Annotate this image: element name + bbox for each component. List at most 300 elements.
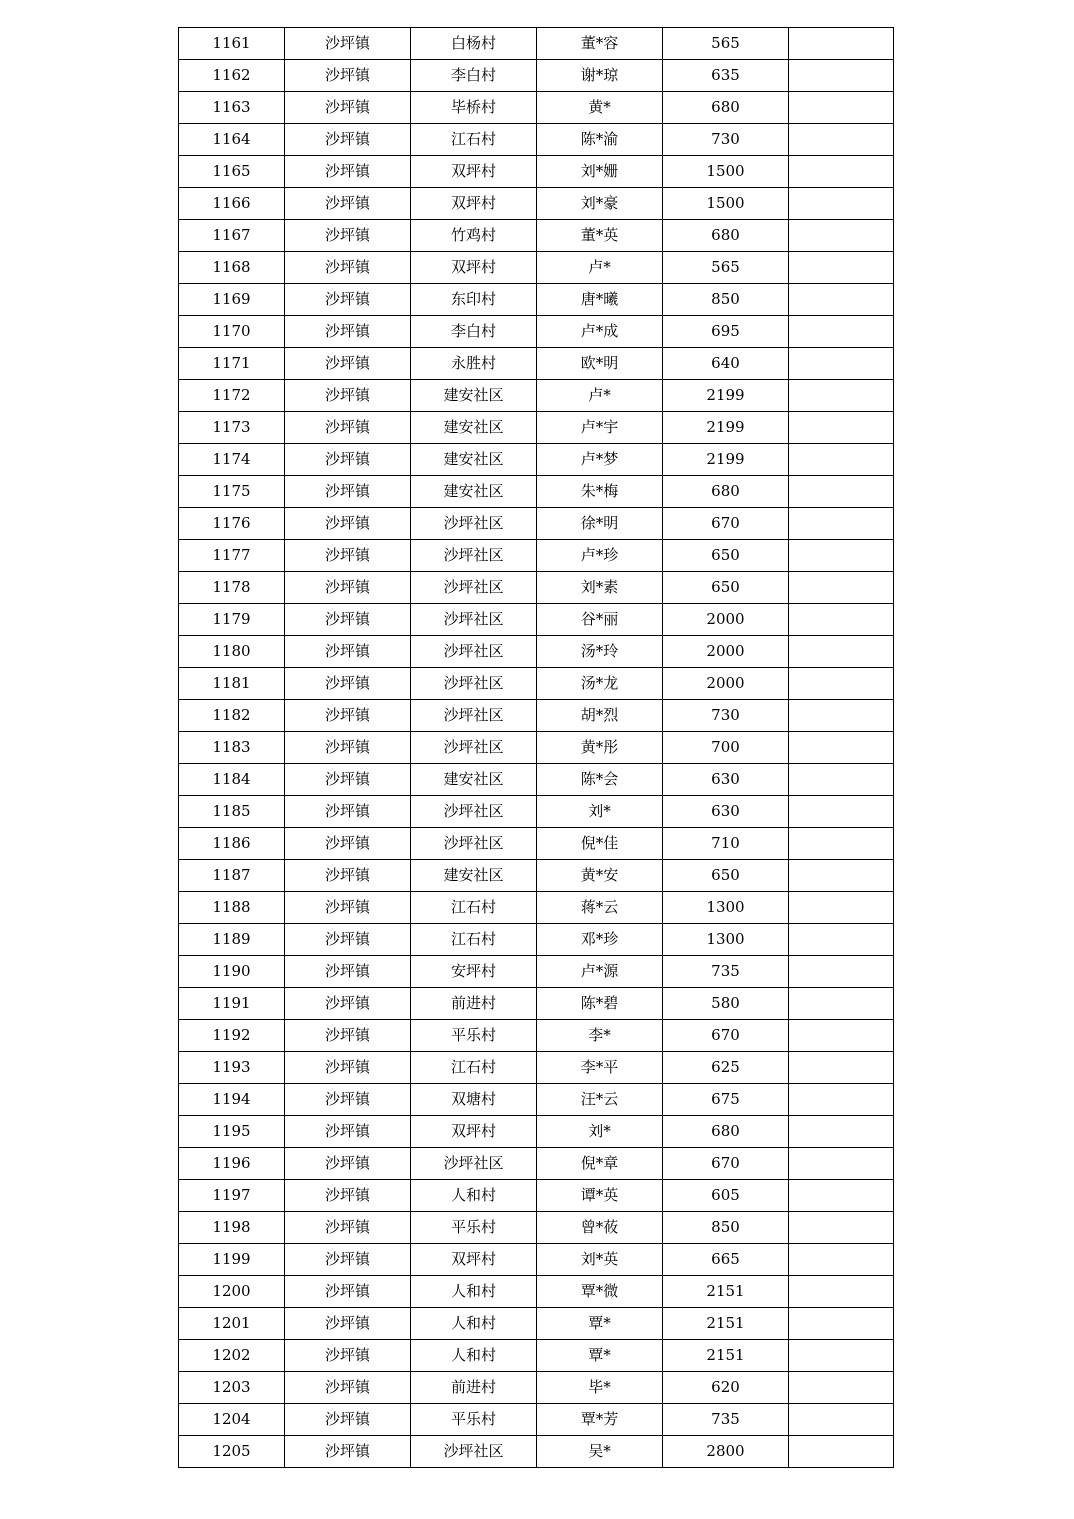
town-cell: 沙坪镇 (285, 188, 411, 220)
table-row (179, 540, 894, 572)
amount-cell: 2800 (663, 1436, 789, 1468)
town-cell: 沙坪镇 (285, 636, 411, 668)
remark-cell (789, 828, 894, 860)
village-cell: 沙坪社区 (411, 508, 537, 540)
amount-cell: 565 (663, 252, 789, 284)
remark-cell (789, 764, 894, 796)
amount-cell: 2151 (663, 1308, 789, 1340)
table-row (179, 1308, 894, 1340)
name-cell: 覃*芳 (537, 1404, 663, 1436)
name-cell: 汤*玲 (537, 636, 663, 668)
row-number-cell: 1189 (179, 924, 285, 956)
amount-cell: 680 (663, 92, 789, 124)
row-number-cell: 1193 (179, 1052, 285, 1084)
name-cell: 刘*豪 (537, 188, 663, 220)
amount-cell: 2199 (663, 412, 789, 444)
amount-cell: 650 (663, 540, 789, 572)
town-cell: 沙坪镇 (285, 604, 411, 636)
name-cell: 胡*烈 (537, 700, 663, 732)
amount-cell: 1500 (663, 156, 789, 188)
town-cell: 沙坪镇 (285, 1404, 411, 1436)
remark-cell (789, 540, 894, 572)
village-cell: 沙坪社区 (411, 1436, 537, 1468)
row-number-cell: 1163 (179, 92, 285, 124)
name-cell: 蒋*云 (537, 892, 663, 924)
remark-cell (789, 1148, 894, 1180)
remark-cell (789, 60, 894, 92)
amount-cell: 1500 (663, 188, 789, 220)
remark-cell (789, 348, 894, 380)
amount-cell: 2000 (663, 636, 789, 668)
village-cell: 建安社区 (411, 860, 537, 892)
town-cell: 沙坪镇 (285, 1340, 411, 1372)
remark-cell (789, 572, 894, 604)
table-row (179, 1340, 894, 1372)
table-row (179, 604, 894, 636)
village-cell: 建安社区 (411, 380, 537, 412)
town-cell: 沙坪镇 (285, 1148, 411, 1180)
row-number-cell: 1175 (179, 476, 285, 508)
remark-cell (789, 732, 894, 764)
village-cell: 人和村 (411, 1180, 537, 1212)
village-cell: 双坪村 (411, 188, 537, 220)
table-row (179, 1244, 894, 1276)
village-cell: 东印村 (411, 284, 537, 316)
row-number-cell: 1195 (179, 1116, 285, 1148)
amount-cell: 625 (663, 1052, 789, 1084)
name-cell: 唐*曦 (537, 284, 663, 316)
name-cell: 倪*佳 (537, 828, 663, 860)
row-number-cell: 1182 (179, 700, 285, 732)
row-number-cell: 1181 (179, 668, 285, 700)
name-cell: 覃* (537, 1308, 663, 1340)
town-cell: 沙坪镇 (285, 1436, 411, 1468)
village-cell: 江石村 (411, 892, 537, 924)
town-cell: 沙坪镇 (285, 380, 411, 412)
remark-cell (789, 1308, 894, 1340)
table-row (179, 924, 894, 956)
village-cell: 平乐村 (411, 1404, 537, 1436)
remark-cell (789, 924, 894, 956)
town-cell: 沙坪镇 (285, 860, 411, 892)
name-cell: 卢*源 (537, 956, 663, 988)
name-cell: 毕* (537, 1372, 663, 1404)
village-cell: 沙坪社区 (411, 796, 537, 828)
table-row (179, 508, 894, 540)
table-row (179, 316, 894, 348)
row-number-cell: 1183 (179, 732, 285, 764)
name-cell: 欧*明 (537, 348, 663, 380)
row-number-cell: 1172 (179, 380, 285, 412)
table-row (179, 60, 894, 92)
row-number-cell: 1196 (179, 1148, 285, 1180)
village-cell: 建安社区 (411, 444, 537, 476)
row-number-cell: 1174 (179, 444, 285, 476)
remark-cell (789, 476, 894, 508)
row-number-cell: 1169 (179, 284, 285, 316)
row-number-cell: 1179 (179, 604, 285, 636)
remark-cell (789, 156, 894, 188)
amount-cell: 850 (663, 284, 789, 316)
table-row (179, 1372, 894, 1404)
remark-cell (789, 1020, 894, 1052)
amount-cell: 670 (663, 1148, 789, 1180)
remark-cell (789, 1404, 894, 1436)
table-row (179, 572, 894, 604)
table-row (179, 380, 894, 412)
amount-cell: 2151 (663, 1276, 789, 1308)
row-number-cell: 1201 (179, 1308, 285, 1340)
town-cell: 沙坪镇 (285, 348, 411, 380)
village-cell: 人和村 (411, 1276, 537, 1308)
village-cell: 李白村 (411, 60, 537, 92)
village-cell: 沙坪社区 (411, 732, 537, 764)
name-cell: 倪*章 (537, 1148, 663, 1180)
name-cell: 黄*安 (537, 860, 663, 892)
name-cell: 卢*珍 (537, 540, 663, 572)
name-cell: 谷*丽 (537, 604, 663, 636)
name-cell: 刘*姗 (537, 156, 663, 188)
name-cell: 徐*明 (537, 508, 663, 540)
table-row (179, 1116, 894, 1148)
town-cell: 沙坪镇 (285, 540, 411, 572)
row-number-cell: 1168 (179, 252, 285, 284)
town-cell: 沙坪镇 (285, 796, 411, 828)
village-cell: 沙坪社区 (411, 540, 537, 572)
name-cell: 陈*渝 (537, 124, 663, 156)
row-number-cell: 1197 (179, 1180, 285, 1212)
row-number-cell: 1200 (179, 1276, 285, 1308)
amount-cell: 620 (663, 1372, 789, 1404)
name-cell: 谭*英 (537, 1180, 663, 1212)
row-number-cell: 1203 (179, 1372, 285, 1404)
table-row (179, 220, 894, 252)
village-cell: 安坪村 (411, 956, 537, 988)
village-cell: 前进村 (411, 988, 537, 1020)
table-row (179, 700, 894, 732)
amount-cell: 630 (663, 764, 789, 796)
table-row (179, 1148, 894, 1180)
remark-cell (789, 1052, 894, 1084)
amount-cell: 565 (663, 28, 789, 60)
amount-cell: 605 (663, 1180, 789, 1212)
name-cell: 邓*珍 (537, 924, 663, 956)
name-cell: 吴* (537, 1436, 663, 1468)
town-cell: 沙坪镇 (285, 476, 411, 508)
town-cell: 沙坪镇 (285, 284, 411, 316)
village-cell: 江石村 (411, 1052, 537, 1084)
village-cell: 江石村 (411, 124, 537, 156)
remark-cell (789, 444, 894, 476)
village-cell: 前进村 (411, 1372, 537, 1404)
amount-cell: 2199 (663, 380, 789, 412)
row-number-cell: 1184 (179, 764, 285, 796)
town-cell: 沙坪镇 (285, 1276, 411, 1308)
amount-cell: 695 (663, 316, 789, 348)
roster-table-body (179, 28, 894, 1468)
table-row (179, 252, 894, 284)
table-row (179, 732, 894, 764)
town-cell: 沙坪镇 (285, 764, 411, 796)
village-cell: 沙坪社区 (411, 668, 537, 700)
amount-cell: 680 (663, 1116, 789, 1148)
town-cell: 沙坪镇 (285, 700, 411, 732)
town-cell: 沙坪镇 (285, 1180, 411, 1212)
amount-cell: 665 (663, 1244, 789, 1276)
town-cell: 沙坪镇 (285, 508, 411, 540)
name-cell: 谢*琼 (537, 60, 663, 92)
village-cell: 毕桥村 (411, 92, 537, 124)
row-number-cell: 1205 (179, 1436, 285, 1468)
town-cell: 沙坪镇 (285, 412, 411, 444)
village-cell: 双坪村 (411, 1116, 537, 1148)
amount-cell: 580 (663, 988, 789, 1020)
remark-cell (789, 1084, 894, 1116)
row-number-cell: 1190 (179, 956, 285, 988)
table-row (179, 892, 894, 924)
name-cell: 黄*彤 (537, 732, 663, 764)
remark-cell (789, 316, 894, 348)
remark-cell (789, 700, 894, 732)
remark-cell (789, 380, 894, 412)
village-cell: 沙坪社区 (411, 636, 537, 668)
row-number-cell: 1165 (179, 156, 285, 188)
amount-cell: 650 (663, 860, 789, 892)
name-cell: 李*平 (537, 1052, 663, 1084)
remark-cell (789, 1180, 894, 1212)
table-row (179, 636, 894, 668)
row-number-cell: 1198 (179, 1212, 285, 1244)
amount-cell: 2151 (663, 1340, 789, 1372)
village-cell: 双坪村 (411, 252, 537, 284)
amount-cell: 640 (663, 348, 789, 380)
town-cell: 沙坪镇 (285, 1244, 411, 1276)
remark-cell (789, 1116, 894, 1148)
village-cell: 沙坪社区 (411, 1148, 537, 1180)
name-cell: 刘* (537, 1116, 663, 1148)
amount-cell: 680 (663, 220, 789, 252)
table-row (179, 188, 894, 220)
town-cell: 沙坪镇 (285, 1084, 411, 1116)
village-cell: 人和村 (411, 1340, 537, 1372)
name-cell: 汤*龙 (537, 668, 663, 700)
row-number-cell: 1204 (179, 1404, 285, 1436)
remark-cell (789, 1372, 894, 1404)
name-cell: 曾*莜 (537, 1212, 663, 1244)
amount-cell: 680 (663, 476, 789, 508)
table-row (179, 1212, 894, 1244)
name-cell: 覃* (537, 1340, 663, 1372)
row-number-cell: 1161 (179, 28, 285, 60)
remark-cell (789, 220, 894, 252)
name-cell: 刘*素 (537, 572, 663, 604)
town-cell: 沙坪镇 (285, 1212, 411, 1244)
table-row (179, 476, 894, 508)
amount-cell: 630 (663, 796, 789, 828)
remark-cell (789, 988, 894, 1020)
village-cell: 竹鸡村 (411, 220, 537, 252)
row-number-cell: 1166 (179, 188, 285, 220)
remark-cell (789, 604, 894, 636)
village-cell: 建安社区 (411, 476, 537, 508)
row-number-cell: 1178 (179, 572, 285, 604)
table-row (179, 156, 894, 188)
table-row (179, 764, 894, 796)
table-row (179, 860, 894, 892)
village-cell: 沙坪社区 (411, 572, 537, 604)
row-number-cell: 1191 (179, 988, 285, 1020)
town-cell: 沙坪镇 (285, 956, 411, 988)
town-cell: 沙坪镇 (285, 1308, 411, 1340)
town-cell: 沙坪镇 (285, 1116, 411, 1148)
amount-cell: 1300 (663, 924, 789, 956)
village-cell: 李白村 (411, 316, 537, 348)
name-cell: 董*容 (537, 28, 663, 60)
name-cell: 卢*梦 (537, 444, 663, 476)
town-cell: 沙坪镇 (285, 124, 411, 156)
name-cell: 卢*成 (537, 316, 663, 348)
town-cell: 沙坪镇 (285, 668, 411, 700)
table-row (179, 412, 894, 444)
table-row (179, 1404, 894, 1436)
village-cell: 双坪村 (411, 156, 537, 188)
row-number-cell: 1167 (179, 220, 285, 252)
village-cell: 建安社区 (411, 764, 537, 796)
name-cell: 卢* (537, 380, 663, 412)
table-row (179, 956, 894, 988)
row-number-cell: 1187 (179, 860, 285, 892)
village-cell: 双塘村 (411, 1084, 537, 1116)
row-number-cell: 1177 (179, 540, 285, 572)
remark-cell (789, 636, 894, 668)
village-cell: 平乐村 (411, 1020, 537, 1052)
name-cell: 覃*微 (537, 1276, 663, 1308)
town-cell: 沙坪镇 (285, 988, 411, 1020)
amount-cell: 2000 (663, 604, 789, 636)
table-row (179, 348, 894, 380)
remark-cell (789, 188, 894, 220)
row-number-cell: 1173 (179, 412, 285, 444)
row-number-cell: 1194 (179, 1084, 285, 1116)
name-cell: 汪*云 (537, 1084, 663, 1116)
row-number-cell: 1199 (179, 1244, 285, 1276)
town-cell: 沙坪镇 (285, 316, 411, 348)
name-cell: 李* (537, 1020, 663, 1052)
amount-cell: 670 (663, 1020, 789, 1052)
amount-cell: 710 (663, 828, 789, 860)
row-number-cell: 1202 (179, 1340, 285, 1372)
table-row (179, 284, 894, 316)
amount-cell: 850 (663, 1212, 789, 1244)
village-cell: 平乐村 (411, 1212, 537, 1244)
town-cell: 沙坪镇 (285, 444, 411, 476)
village-cell: 双坪村 (411, 1244, 537, 1276)
village-cell: 江石村 (411, 924, 537, 956)
amount-cell: 735 (663, 956, 789, 988)
amount-cell: 670 (663, 508, 789, 540)
remark-cell (789, 1244, 894, 1276)
amount-cell: 2199 (663, 444, 789, 476)
name-cell: 朱*梅 (537, 476, 663, 508)
name-cell: 刘*英 (537, 1244, 663, 1276)
town-cell: 沙坪镇 (285, 220, 411, 252)
row-number-cell: 1171 (179, 348, 285, 380)
amount-cell: 730 (663, 700, 789, 732)
remark-cell (789, 1276, 894, 1308)
table-row (179, 124, 894, 156)
table-row (179, 1084, 894, 1116)
name-cell: 董*英 (537, 220, 663, 252)
table-row (179, 28, 894, 60)
town-cell: 沙坪镇 (285, 156, 411, 188)
town-cell: 沙坪镇 (285, 1372, 411, 1404)
table-row (179, 988, 894, 1020)
roster-table (178, 27, 894, 1468)
amount-cell: 1300 (663, 892, 789, 924)
name-cell: 陈*碧 (537, 988, 663, 1020)
table-row (179, 444, 894, 476)
row-number-cell: 1164 (179, 124, 285, 156)
remark-cell (789, 412, 894, 444)
town-cell: 沙坪镇 (285, 892, 411, 924)
table-row (179, 828, 894, 860)
remark-cell (789, 508, 894, 540)
remark-cell (789, 28, 894, 60)
town-cell: 沙坪镇 (285, 60, 411, 92)
amount-cell: 2000 (663, 668, 789, 700)
table-row (179, 1180, 894, 1212)
town-cell: 沙坪镇 (285, 1020, 411, 1052)
town-cell: 沙坪镇 (285, 924, 411, 956)
name-cell: 黄* (537, 92, 663, 124)
village-cell: 沙坪社区 (411, 604, 537, 636)
amount-cell: 700 (663, 732, 789, 764)
name-cell: 刘* (537, 796, 663, 828)
amount-cell: 735 (663, 1404, 789, 1436)
table-row (179, 668, 894, 700)
row-number-cell: 1192 (179, 1020, 285, 1052)
village-cell: 沙坪社区 (411, 700, 537, 732)
town-cell: 沙坪镇 (285, 572, 411, 604)
remark-cell (789, 284, 894, 316)
remark-cell (789, 1436, 894, 1468)
row-number-cell: 1170 (179, 316, 285, 348)
town-cell: 沙坪镇 (285, 252, 411, 284)
row-number-cell: 1180 (179, 636, 285, 668)
name-cell: 卢* (537, 252, 663, 284)
remark-cell (789, 668, 894, 700)
remark-cell (789, 860, 894, 892)
row-number-cell: 1162 (179, 60, 285, 92)
remark-cell (789, 892, 894, 924)
remark-cell (789, 92, 894, 124)
remark-cell (789, 1212, 894, 1244)
table-row (179, 1020, 894, 1052)
village-cell: 永胜村 (411, 348, 537, 380)
remark-cell (789, 124, 894, 156)
table-row (179, 1436, 894, 1468)
table-row (179, 1052, 894, 1084)
table-row (179, 1276, 894, 1308)
table-row (179, 92, 894, 124)
town-cell: 沙坪镇 (285, 1052, 411, 1084)
amount-cell: 650 (663, 572, 789, 604)
town-cell: 沙坪镇 (285, 92, 411, 124)
row-number-cell: 1186 (179, 828, 285, 860)
remark-cell (789, 1340, 894, 1372)
village-cell: 白杨村 (411, 28, 537, 60)
amount-cell: 730 (663, 124, 789, 156)
